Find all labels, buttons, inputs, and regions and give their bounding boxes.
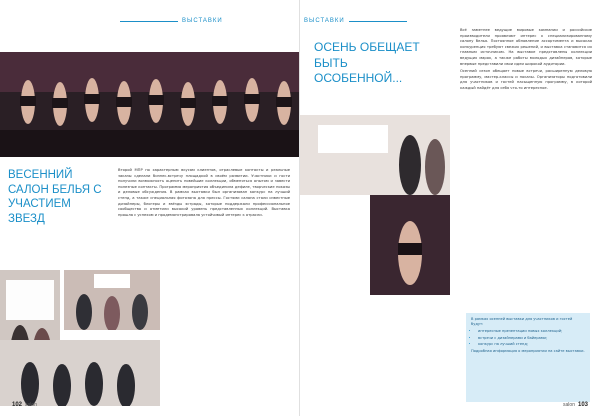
left-headline: ВЕСЕННИЙ САЛОН БЕЛЬЯ С УЧАСТИЕМ ЗВЕЗД	[8, 169, 102, 225]
left-footer	[12, 402, 37, 408]
infobox-item: • интересные презентации новых коллекций;	[478, 329, 585, 334]
right-article-text	[460, 28, 592, 298]
section-rule	[120, 21, 178, 22]
show-photo	[370, 195, 450, 295]
section-rule-right	[349, 21, 407, 22]
infobox-item: • конкурс на лучший стенд;	[478, 342, 585, 347]
section-label-right	[304, 15, 407, 27]
section-label	[120, 15, 223, 27]
infobox-intro: В рамках осенней выставки для участников и гостей будут:	[471, 317, 573, 327]
right-headline: ОСЕНЬ ОБЕЩАЕТ БЫТЬ ОСОБЕННОЙ...	[314, 40, 420, 85]
section-label-text: ВЫСТАВКИ	[182, 18, 223, 24]
infobox-item: • встречи с дизайнерами и байерами;	[478, 336, 585, 341]
lingerie-show-photo	[0, 52, 300, 157]
right-footer-text: salon	[563, 402, 575, 408]
infobox-list	[471, 329, 585, 347]
infobox-outro: Подробная информация о мероприятии на сайте выставки.	[471, 349, 585, 354]
left-footer-text: salon	[25, 402, 37, 408]
right-paragraph-1: Всё заметнее ведущие мировые компании и российские производители проявляют интерес к специализированному салону белья. Постоянное обновление ассортимента и высокая конкуренция требуют свежих решений, и выставка становится их главным источником. На выставке представлены коллекции ведущих марок, а также работы молодых дизайнеров, которые впервые представили свои идеи широкой аудитории.	[460, 28, 592, 66]
info-box	[466, 313, 590, 402]
right-page-number: 103	[577, 402, 588, 408]
left-article-text	[118, 168, 290, 404]
left-paragraph: Второй МПР по характерным вкусам клиентов, отраслевые контакты и реальные заказы сделали бизнес-встречу площадкой в своём развитии. Участники и гости получили возможность оценить новейшие коллекции, обменяться опытом и завести полезные контакты. Программа мероприятия объединила дефиле, творческие показы и деловые обсуждения. В рамках выставки был организован конкурс на лучший стенд, а также специальная фотозона для прессы. Гостями салона стали известные дизайнеры, блогеры и звёзды эстрады, которые поддержали профессиональное сообщество и отметили высокий уровень представленных коллекций. Выставка прошла с успехом и продемонстрировала устойчивый интерес к отрасли.	[118, 168, 290, 217]
right-page	[300, 0, 600, 416]
salon-stand-photo	[300, 115, 450, 195]
right-paragraph-2: Осенний сезон обещает новые встречи, расширенную деловую программу, мастер-классы и показы. Организаторы подготовили для участников и гостей насыщенную программу, в которой каждый найдёт для себя что-то интересное.	[460, 69, 592, 90]
left-page-number: 102	[12, 402, 23, 408]
right-footer	[563, 402, 588, 408]
section-label-text-right: ВЫСТАВКИ	[304, 18, 345, 24]
